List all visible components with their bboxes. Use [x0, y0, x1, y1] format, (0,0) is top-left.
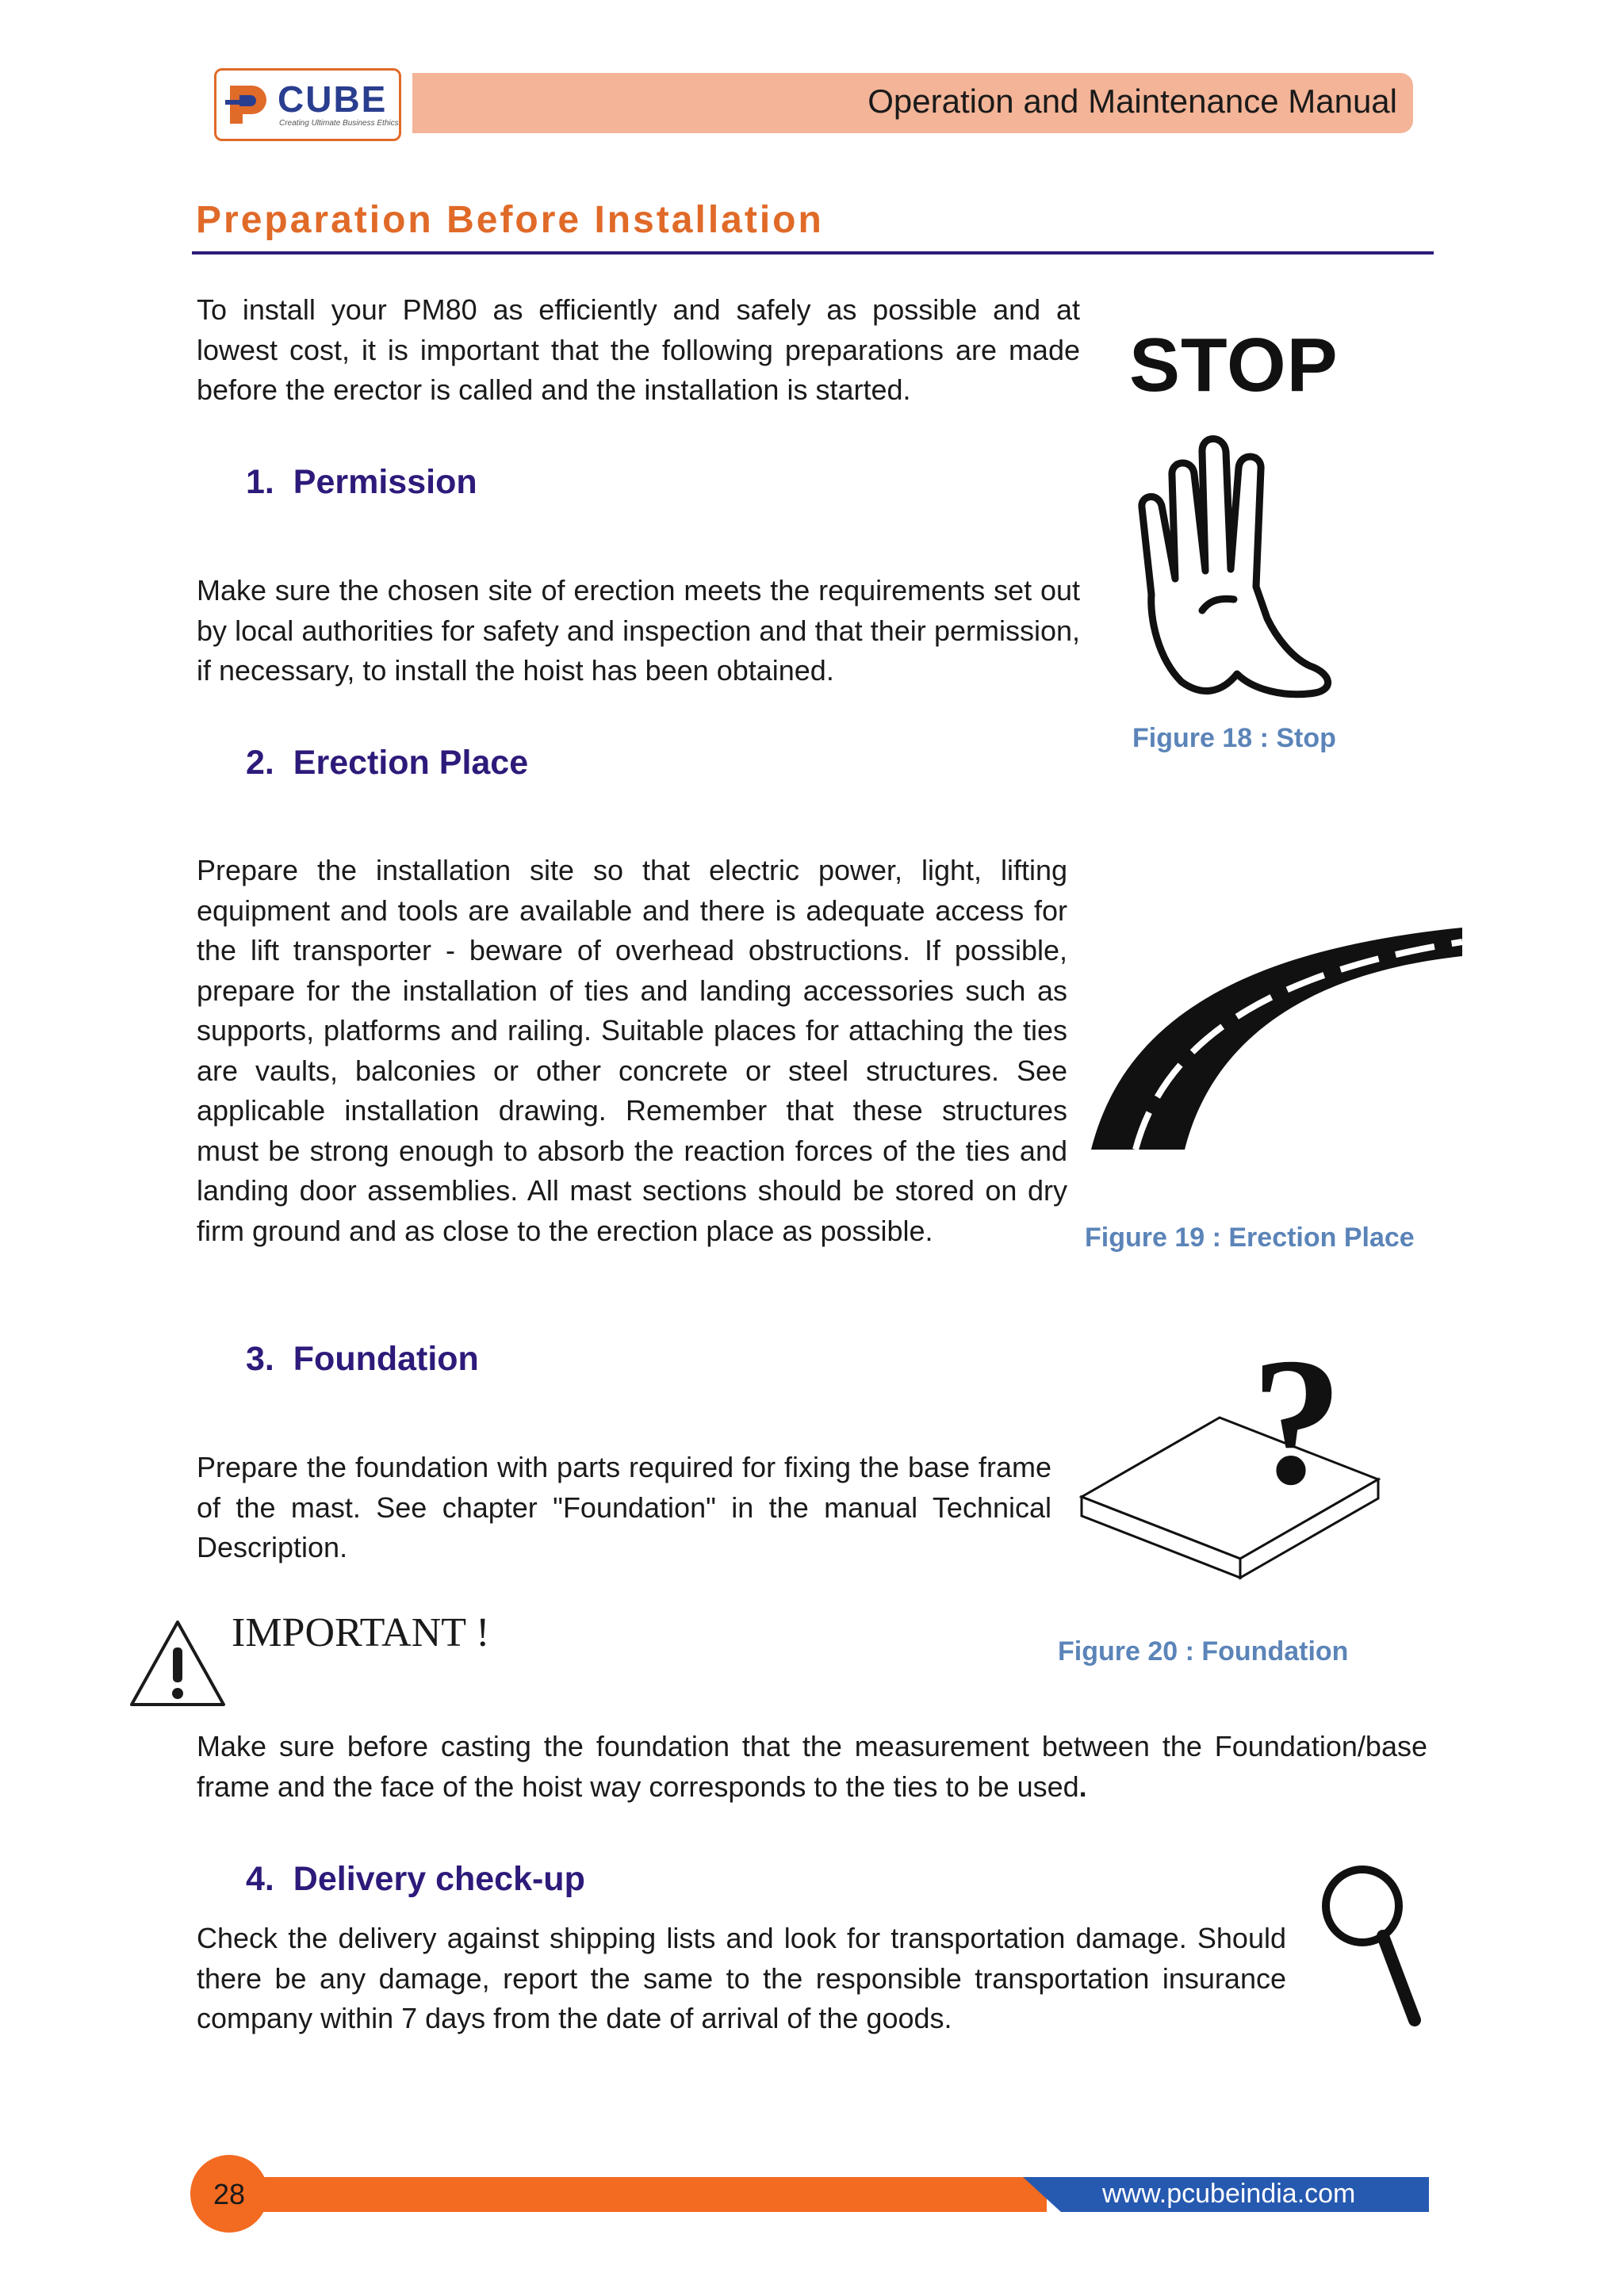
stop-sign-text: STOP — [1129, 323, 1339, 408]
stop-hand-icon — [1126, 420, 1380, 706]
footer-website-link[interactable]: www.pcubeindia.com — [1102, 2179, 1356, 2209]
item-title: Foundation — [293, 1340, 479, 1378]
item-number: 4. — [246, 1860, 274, 1898]
item-1-body: Make sure the chosen site of erection meets the requirements set out by local authorities for safety and inspection and that their permission, if necessary, to install the hoist has been obtained. — [197, 574, 1080, 687]
item-3-body: Prepare the foundation with parts required for fixing the base frame of the mast. See chapter "Foundation" in the manual Technical Description. — [197, 1451, 1051, 1563]
page-number: 28 — [213, 2178, 246, 2210]
item-title: Delivery check-up — [293, 1860, 585, 1898]
section-title: Preparation Before Installation — [196, 199, 824, 241]
foundation-question-icon — [1075, 1316, 1385, 1601]
figure-20-caption: Figure 20 : Foundation — [1058, 1636, 1349, 1667]
item-4-heading — [246, 1860, 585, 1899]
header-title: Operation and Maintenance Manual — [868, 82, 1397, 120]
figure-19-caption: Figure 19 : Erection Place — [1085, 1223, 1415, 1253]
section-divider — [192, 251, 1434, 254]
item-3-heading — [246, 1340, 479, 1379]
important-end-mark: . — [1078, 1770, 1087, 1803]
logo-p-icon — [224, 79, 271, 127]
item-4-body: Check the delivery against shipping lists and look for transportation damage. Should there be any damage, report the same to the responsible transportation insurance company within 7 days from the date of arrival of the goods. — [197, 1922, 1286, 2034]
item-number: 2. — [246, 744, 274, 782]
svg-text:?: ? — [1251, 1320, 1342, 1522]
magnifier-icon — [1316, 1855, 1427, 2030]
figure-18-caption: Figure 18 : Stop — [1132, 723, 1336, 753]
road-curve-icon — [1090, 920, 1462, 1150]
footer-bar — [262, 2177, 1047, 2212]
important-text: Make sure before casting the foundation that the measurement between the Foundation/base frame and the face of the hoist way corresponds to the ties to be used — [197, 1730, 1427, 1803]
warning-triangle-icon — [127, 1617, 228, 1709]
item-title: Erection Place — [293, 744, 529, 782]
item-2-body: Prepare the installation site so that electric power, light, lifting equipment and tools are available and there is adequate access for the lift transporter - beware of overhead obstructions. If possible, prepare for the installation of ties and landing accessories such as supports, platforms and railing. Suitable places for attaching the ties are vaults, balconies or other concrete or steel structures. See applicable installation drawing. Remember that these structures must be strong enough to absorb the reaction forces of the ties and landing door assemblies. All mast sections should be stored on dry firm ground and as close to the erection place as possible. — [197, 854, 1067, 1247]
intro-paragraph: To install your PM80 as efficiently and safely as possible and at lowest cost, it is important that the following preparations are made before the erector is called and the installation is started. — [197, 293, 1080, 406]
logo-wordmark: CUBE — [278, 78, 388, 120]
important-heading: IMPORTANT ! — [232, 1610, 490, 1655]
item-title: Permission — [293, 463, 477, 501]
item-number: 3. — [246, 1340, 274, 1378]
item-2-heading — [246, 744, 528, 783]
important-body — [197, 1727, 1427, 1807]
item-1-heading — [246, 463, 477, 502]
item-number: 1. — [246, 463, 274, 501]
logo-tagline: Creating Ultimate Business Ethics — [279, 119, 399, 128]
